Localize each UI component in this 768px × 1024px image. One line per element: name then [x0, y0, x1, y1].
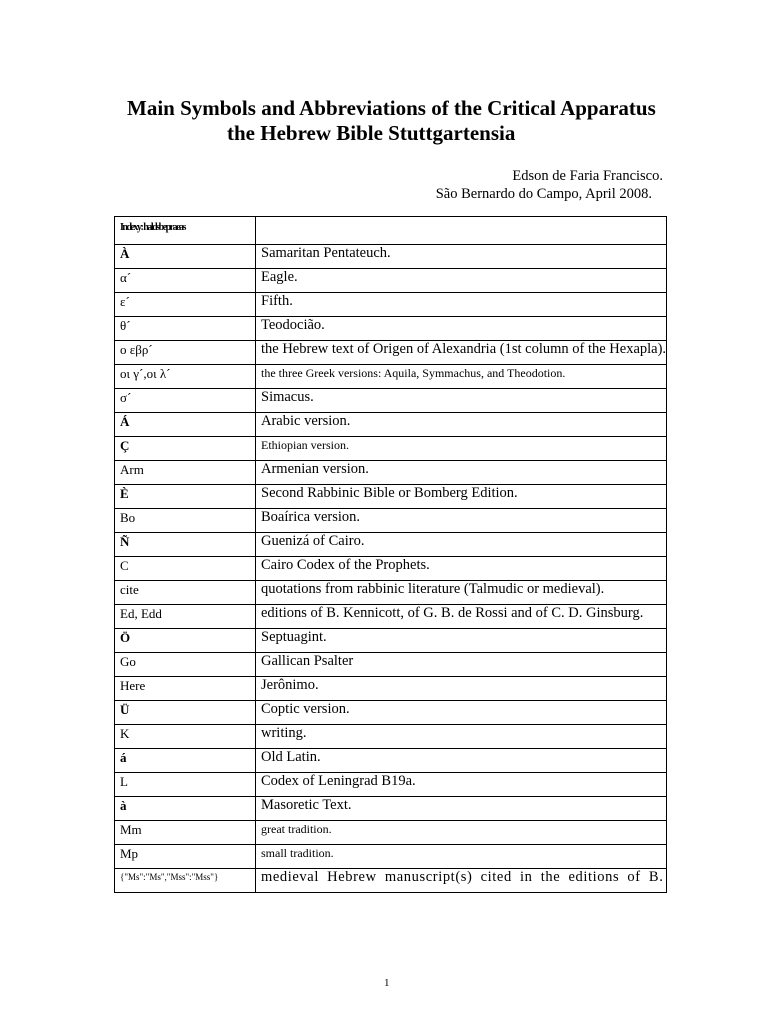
symbol-cell: Bo: [115, 509, 256, 533]
table-row: [115, 485, 667, 509]
table-row: [115, 725, 667, 749]
table-row: [115, 797, 667, 821]
symbol-cell: à: [115, 797, 256, 821]
table-row: [115, 437, 667, 461]
symbol-cell: Ö: [115, 629, 256, 653]
document-title-line-2: the Hebrew Bible Stuttgartensia: [227, 121, 516, 145]
description-cell: Eagle.: [256, 269, 667, 293]
symbol-cell: L: [115, 773, 256, 797]
description-cell: Cairo Codex of the Prophets.: [256, 557, 667, 581]
table-row: [115, 581, 667, 605]
description-cell: Old Latin.: [256, 749, 667, 773]
symbol-cell: Ñ: [115, 533, 256, 557]
symbol-cell: Arm: [115, 461, 256, 485]
symbol-cell: Á: [115, 413, 256, 437]
symbol-cell: οι γ´,οι λ´: [115, 365, 256, 389]
table-row: [115, 653, 667, 677]
table-row: [115, 869, 667, 893]
symbol-cell: C: [115, 557, 256, 581]
table-row: [115, 245, 667, 269]
description-cell: Arabic version.: [256, 413, 667, 437]
symbol-cell: Mm: [115, 821, 256, 845]
table-header-empty-cell: [256, 217, 667, 245]
table-row: [115, 821, 667, 845]
description-cell: writing.: [256, 725, 667, 749]
table-row: [115, 557, 667, 581]
table-row: [115, 269, 667, 293]
description-cell: quotations from rabbinic literature (Talmudic or medieval).: [256, 581, 667, 605]
symbol-cell: θ´: [115, 317, 256, 341]
table-row: [115, 845, 667, 869]
author-name: Edson de Faria Francisco.: [512, 168, 663, 184]
symbol-cell: ο εβρ´: [115, 341, 256, 365]
symbol-cell: α´: [115, 269, 256, 293]
symbol-cell: K: [115, 725, 256, 749]
description-cell: Simacus.: [256, 389, 667, 413]
symbol-cell: Ü: [115, 701, 256, 725]
table-header-row: [115, 217, 667, 245]
table-row: [115, 509, 667, 533]
abbreviations-table: [114, 216, 667, 893]
description-cell: Masoretic Text.: [256, 797, 667, 821]
symbol-cell: À: [115, 245, 256, 269]
table-row: [115, 365, 667, 389]
description-cell: the Hebrew text of Origen of Alexandria (1st column of the Hexapla).: [256, 341, 667, 365]
description-cell: great tradition.: [256, 821, 667, 845]
description-cell: Boaírica version.: [256, 509, 667, 533]
table-row: [115, 389, 667, 413]
description-cell: Armenian version.: [256, 461, 667, 485]
description-cell: Jerônimo.: [256, 677, 667, 701]
table-header-text: Indexy: haldsbepraeas: [120, 222, 185, 233]
symbol-cell: á: [115, 749, 256, 773]
description-cell: editions of B. Kennicott, of G. B. de Rossi and of C. D. Ginsburg.: [256, 605, 667, 629]
page-number: 1: [384, 977, 390, 989]
description-cell: Guenizá of Cairo.: [256, 533, 667, 557]
description-cell: Samaritan Pentateuch.: [256, 245, 667, 269]
table-header-cell: [115, 217, 256, 245]
symbol-cell: Ed, Edd: [115, 605, 256, 629]
symbol-cell: Here: [115, 677, 256, 701]
symbol-cell: Mp: [115, 845, 256, 869]
symbol-cell: σ´: [115, 389, 256, 413]
description-cell: the three Greek versions: Aquila, Symmachus, and Theodotion.: [256, 365, 667, 389]
description-cell: Second Rabbinic Bible or Bomberg Edition.: [256, 485, 667, 509]
description-cell: Ethiopian version.: [256, 437, 667, 461]
table-row: [115, 293, 667, 317]
description-cell: Codex of Leningrad B19a.: [256, 773, 667, 797]
table-row: [115, 749, 667, 773]
table-row: [115, 461, 667, 485]
description-cell: Teodocião.: [256, 317, 667, 341]
place-and-date: São Bernardo do Campo, April 2008.: [435, 186, 652, 202]
table-row: [115, 677, 667, 701]
table-row: [115, 413, 667, 437]
description-cell: Gallican Psalter: [256, 653, 667, 677]
table-row: [115, 317, 667, 341]
table-row: [115, 341, 667, 365]
table-row: [115, 605, 667, 629]
description-cell: small tradition.: [256, 845, 667, 869]
document-title-line-1: Main Symbols and Abbreviations of the Critical Apparatus: [127, 96, 656, 120]
symbol-cell: {"Ms":"Ms","Mss":"Mss"}: [115, 869, 256, 893]
symbol-cell: cite: [115, 581, 256, 605]
table-row: [115, 701, 667, 725]
table-row: [115, 533, 667, 557]
table-row: [115, 773, 667, 797]
symbol-cell: È: [115, 485, 256, 509]
symbol-cell: Ç: [115, 437, 256, 461]
table-row: [115, 629, 667, 653]
symbol-cell: Go: [115, 653, 256, 677]
description-cell: Coptic version.: [256, 701, 667, 725]
description-cell: Fifth.: [256, 293, 667, 317]
description-cell: Septuagint.: [256, 629, 667, 653]
symbol-cell: ε´: [115, 293, 256, 317]
description-cell: medieval Hebrew manuscript(s) cited in the editions of B.: [256, 869, 667, 893]
